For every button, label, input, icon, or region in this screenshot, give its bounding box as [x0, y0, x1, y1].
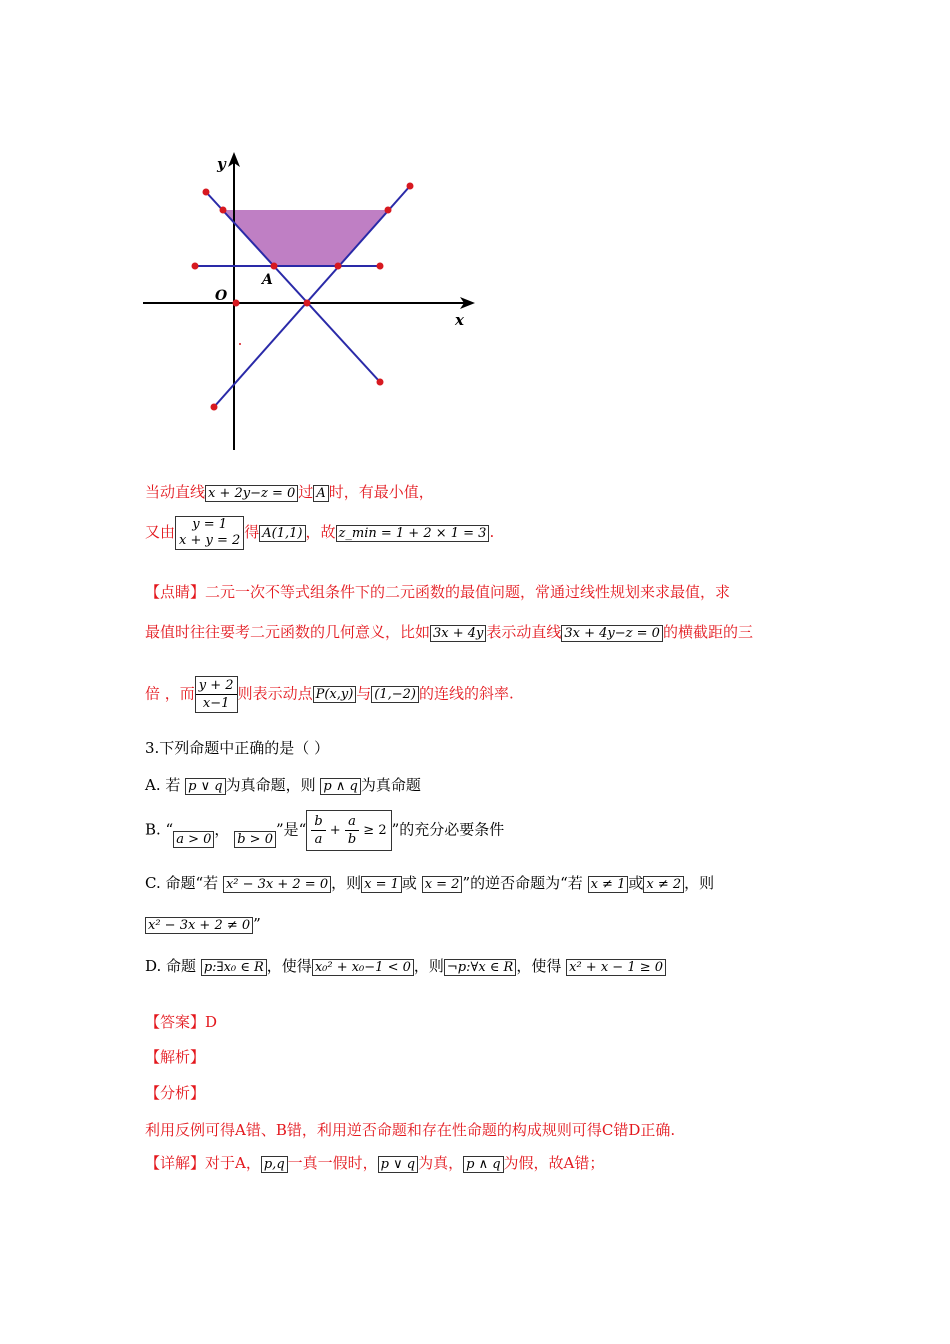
option-d: D. 命题 p:∃x₀ ∈ R ，使得 x₀² + x₀−1 < 0 ，则 ¬p:∀x ∈ R ，使得 x² + x − 1 ≥ 0 [145, 956, 666, 976]
jiexi-line: 【解析】 [145, 1048, 206, 1066]
answer-line: 【答案】D [145, 1013, 218, 1031]
fenxi-line: 【分析】 [145, 1084, 206, 1102]
math-point-p: P(x,y) [313, 686, 357, 703]
x-axis-label: x [455, 311, 464, 329]
coordinate-figure [130, 145, 490, 455]
math-moving-line: 3x + 4y−z = 0 [561, 625, 663, 642]
option-b: B. “a > 0， b > 0”是“ $\frac{b}{a}$ + $\frac{a}{b}$ ≥ 2 ”的充分必要条件 [145, 810, 504, 851]
math-point-a-coords: A(1,1) [259, 525, 305, 542]
fenxi-text: 利用反例可得A错、B错，利用逆否命题和存在性命题的构成规则可得C错D正确. [145, 1121, 676, 1139]
question-stem: 3.下列命题中正确的是（ ） [145, 739, 330, 757]
option-c-line-1: C. 命题“若 x² − 3x + 2 = 0 ，则 x = 1 或 x = 2 ”的逆否命题为“若 x ≠ 1 或 x ≠ 2 ，则 [145, 874, 715, 892]
math-point-a: A [313, 485, 328, 502]
option-a: A. 若 p ∨ q 为真命题，则 p ∧ q 为真命题 [145, 776, 421, 794]
math-point-fixed: (1,−2) [371, 686, 419, 703]
math-fraction-slope: $\frac{y + 2}{x-1}$ [195, 676, 238, 713]
math-system: y = 1 x + y = 2 [175, 516, 244, 550]
math-line-eq: x + 2y−z = 0 [205, 485, 298, 502]
option-c-line-2: x² − 3x + 2 ≠ 0 ” [145, 914, 261, 934]
math-b-over-a-inequality: $\frac{b}{a}$ + $\frac{a}{b}$ ≥ 2 [306, 810, 391, 851]
point-a-label: A [262, 272, 273, 288]
solution-line-1: 当动直线 x + 2y−z = 0 过 A 时，有最小值， [145, 483, 434, 501]
dianjing-line-3: 倍 ，而 $\frac{y + 2}{x-1}$ 则表示动点 P(x,y) 与 (1,−2) 的连线的斜率. [145, 678, 514, 711]
math-zmin: z_min = 1 + 2 × 1 = 3 [336, 525, 490, 542]
dianjing-tag: 【点睛】 [145, 583, 206, 601]
dianjing-line-1: 【点睛】二元一次不等式组条件下的二元函数的最值问题，常通过线性规划来求最值，求 [145, 583, 731, 601]
math-3x4y: 3x + 4y [430, 625, 486, 642]
dianjing-line-2: 最值时往往要考二元函数的几何意义，比如 3x + 4y 表示动直线 3x + 4y−z = 0 的横截距的三 [145, 623, 753, 641]
solution-line-2: 又由 y = 1 x + y = 2 得 A(1,1) ，故 z_min = 1 + 2 × 1 = 3 . [145, 517, 495, 548]
xiangjie-line: 【详解】对于A， p,q 一真一假时， p ∨ q 为真， p ∧ q 为假，故A错； [145, 1154, 605, 1172]
origin-label: O [215, 288, 228, 304]
y-axis-label: y [217, 155, 226, 173]
